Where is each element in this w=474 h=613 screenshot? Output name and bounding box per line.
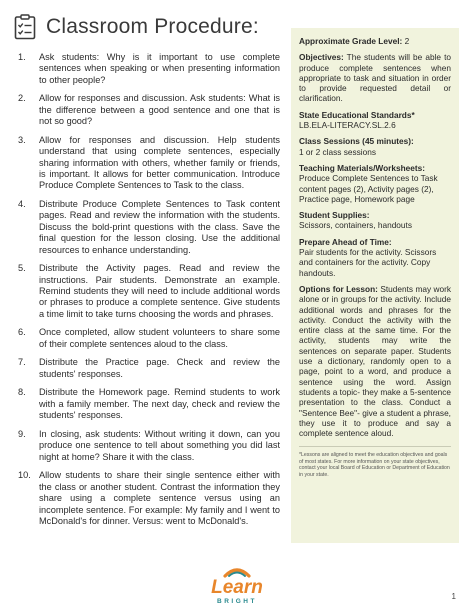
step-text: Allow for responses and discussion. Help students understand that using complete sentences, especially sharing information with others, whether family or friends, is important. It allows for better communication. Introduce Produce Complete Sentences to Task to the class. [39,134,280,191]
step-number: 3. [18,134,26,145]
standards-value: LB.ELA-LITERACY.SL.2.6 [299,120,396,131]
prepare-ahead [299,237,451,278]
procedure-step [18,387,280,421]
checklist-clipboard-icon [14,14,36,40]
lesson-info-sidebar [291,28,459,543]
step-number: 10. [18,470,31,481]
step-number: 5. [18,263,26,274]
class-sessions [299,136,451,157]
procedure-step [18,263,280,320]
grade-level-value: 2 [404,36,410,46]
step-number: 9. [18,428,26,439]
step-number: 7. [18,357,26,368]
prepare-label: Prepare Ahead of Time: [299,236,392,247]
step-text: Distribute the Homework page. Remind students to work with a family member. The next day, check and review the students' responses. [39,387,280,421]
step-text: Distribute Produce Complete Sentences to Task content pages. Read and review the information with the students. Discuss the bold-print questions with the class. Save the final question for the lesson closing. Use the additional resources to enhance understanding. [39,199,280,255]
options-text: Students may work alone or in groups for the activity. Include additional words and phrases for the activity. Conduct the activity with the entire class at the same time. For the activity, students may write the sentences on separate paper. Students use a dictionary, randomly open to a page, point to a word, and produce a sentence using the word. Assign students a topic- they make a 5-sentence presentation to the class. Conduct a "Sentence Bee"- give a student a phrase, they use it to produce and say a complete sentence aloud. [299,283,451,439]
standards-footnote: *Lessons are aligned to meet the education objectives and goals of most states. For more information on your state objectives, contact your local Board of Education or Department of Education in your state. [299,452,450,478]
objectives-label: Objectives: [299,52,344,63]
sessions-value: 1 or 2 class sessions [299,146,377,157]
step-text: Distribute the Practice page. Check and review the students' responses. [39,357,280,379]
divider [299,446,451,447]
materials-label: Teaching Materials/Worksheets: [299,162,426,173]
step-number: 6. [18,327,26,338]
teaching-materials [299,163,451,204]
logo-subtext: BRIGHT [217,598,257,605]
prepare-value: Pair students for the activity. Scissors and containers for the activity. Copy handouts. [299,247,437,278]
step-text: In closing, ask students: Without writing it down, can you produce one sentence to tell about something you did last night at home? Share it with the class. [39,428,280,462]
procedure-step [18,327,280,350]
step-text: Once completed, allow student volunteers to share some of their complete sentences aloud to the class. [39,327,280,349]
grade-level [299,36,451,46]
step-text: Allow students to share their single sentence either with the class or another student. Contrast the information they share using a complete sentence versus using an incomplete sentence. For example: My family and I went to McDonald's for dinner. Versus: went to McDonald's. [39,470,280,526]
student-supplies [299,210,451,231]
grade-level-label: Approximate Grade Level: [299,36,403,46]
procedure-step [18,52,280,86]
logo-text: Learn [211,577,263,598]
procedure-step [18,199,280,256]
state-standards [299,110,451,131]
supplies-label: Student Supplies: [299,210,370,221]
lesson-options [299,284,451,438]
procedure-step [18,93,280,127]
procedure-step [18,470,280,527]
step-text: Ask students: Why is it important to use complete sentences when speaking or when presenting information to other people? [39,52,280,85]
step-number: 2. [18,93,26,104]
materials-value: Produce Complete Sentences to Task content pages (2), Activity pages (2), Practice page, Homework page [299,173,438,204]
page-title: Classroom Procedure: [46,15,259,38]
page-header [14,10,259,44]
step-text: Distribute the Activity pages. Read and review the instructions. Pair students. Demonstrate an example. Remind students they will need to include additional words or phrases to produce a complete sentence. Give students a time limit to take turns choosing the words and phrases. [39,263,280,319]
procedure-step [18,135,280,192]
step-number: 8. [18,387,26,398]
learn-bright-logo [195,566,279,608]
step-text: Allow for responses and discussion. Ask students: What is the difference between a good sentence and one that is not so good? [39,93,280,127]
objectives-text: The students will be able to produce complete sentences when appropriate to task and situation in order to provide requested detail or clarification. [299,52,452,104]
step-number: 1. [18,52,26,62]
page-number: 1 [451,592,456,601]
step-number: 4. [18,199,26,210]
sessions-label: Class Sessions (45 minutes): [299,136,414,147]
procedure-step [18,357,280,380]
supplies-value: Scissors, containers, handouts [299,220,412,231]
procedure-step [18,429,280,463]
objectives [299,52,451,103]
standards-label: State Educational Standards* [299,109,415,120]
options-label: Options for Lesson: [299,283,378,294]
procedure-steps [18,52,280,535]
